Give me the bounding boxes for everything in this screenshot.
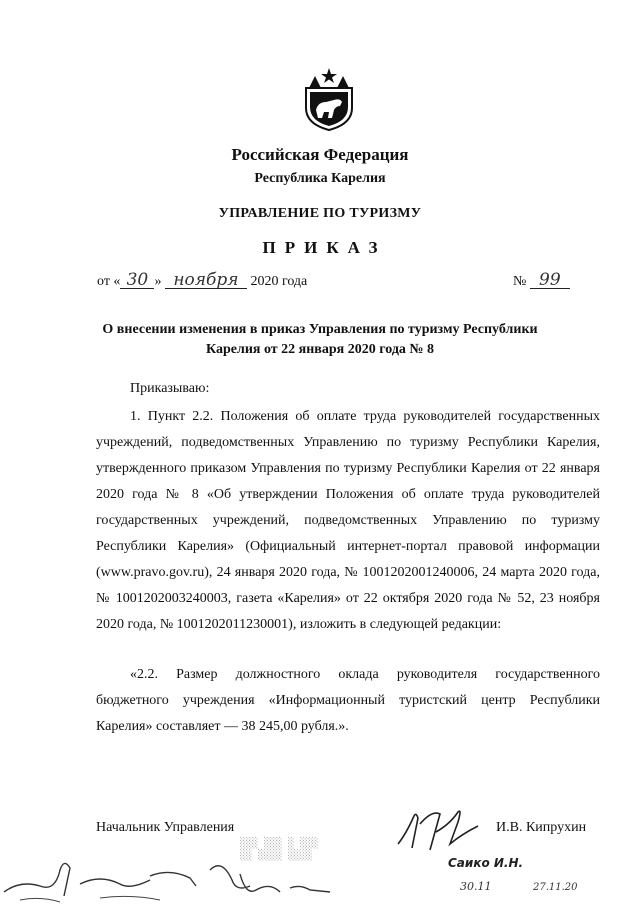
signatory-title: Начальник Управления: [96, 820, 235, 835]
approval-date-right: 27.11.20: [533, 882, 578, 893]
karelia-coat-of-arms-icon: [300, 66, 358, 132]
date-year: 2020 года: [250, 274, 308, 289]
date-month: ноября: [165, 272, 247, 289]
signatory-name: И.В. Кипрухин: [496, 820, 587, 835]
order-number: 99: [530, 272, 570, 289]
signature-icon: [392, 804, 484, 856]
faded-stamp: ░░░ ░░░ ░ ░░░ ░░ ░░░░ ░░░░: [240, 838, 319, 861]
date-prefix: от «: [97, 274, 121, 289]
document-type: ПРИКАЗ: [262, 238, 387, 257]
country-name: Российская Федерация: [231, 145, 409, 164]
order-number-line: [513, 272, 570, 290]
order-word: Приказываю:: [130, 381, 210, 396]
number-label: №: [513, 274, 527, 289]
approver-name: Саико И.Н.: [448, 856, 524, 870]
date-day: 30: [120, 272, 154, 289]
paragraph-1: 1. Пункт 2.2. Положения об оплате труда руководителей государственных учреждений, подведомственных Управлению по туризму Республики Карелия, утвержденного приказом Управления по туризму Республики Карелия от 22 января 2020 года № 8 «Об утверждении Положения об оплате труда руководителей государственных учреждений, подведомственных Управлению по туризму Республики Карелия» (Официальный интернет-портал правовой информации (www.pravo.gov.ru), 24 января 2020 года, № 1001202001240006, 24 марта 2020 года, № 1001202003240003, газета «Карелия» от 22 октября 2020 года № 52, 23 ноября 2020 года, № 1001202011230001), изложить в следующей редакции:: [96, 409, 600, 632]
date-mid: »: [154, 274, 162, 289]
date-line: [97, 272, 307, 290]
paragraph-2: «2.2. Размер должностного оклада руководителя государственного бюджетного учреждения «Информационный туристский центр Республики Карелия» составляет — 38 245,00 рубля.».: [96, 667, 600, 734]
order-subject: О внесении изменения в приказ Управления по туризму Республики Карелия от 22 января 2020 года № 8: [102, 322, 538, 357]
region-name: Республика Карелия: [254, 171, 386, 186]
approval-date-left: 30.11: [460, 880, 492, 893]
organization-name: УПРАВЛЕНИЕ ПО ТУРИЗМУ: [218, 206, 422, 221]
